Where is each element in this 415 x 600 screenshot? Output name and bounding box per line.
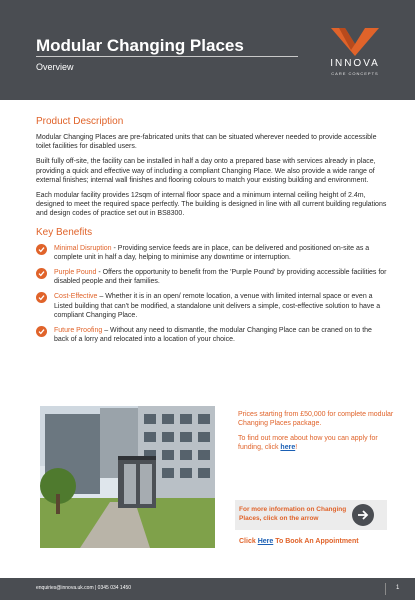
check-icon — [36, 268, 47, 279]
appointment-link[interactable]: Here — [257, 538, 274, 545]
key-benefits-heading: Key Benefits — [36, 226, 93, 238]
logo-tagline: CARE CONCEPTS — [331, 71, 379, 76]
price-text: Prices starting from £50,000 for complete modular Changing Places package. — [238, 411, 394, 427]
product-paragraph: Each modular facility provides 12sqm of internal floor space and a minimum internal ceiling height of 2.4m, designed to meet the required space perfectly. The building is designed in line with all current building regulations and design codes of practice set out in BS8300. — [36, 192, 387, 218]
product-description-heading: Product Description — [36, 116, 124, 127]
main-content — [36, 116, 388, 350]
footer-divider — [385, 583, 386, 595]
benefit-term: Cost-Effective — [54, 293, 98, 301]
check-icon — [36, 244, 47, 255]
page-number: 1 — [396, 585, 400, 591]
benefit-text: - Offers the opportunity to benefit from the 'Purple Pound' by providing accessible facilities for disabled people and their families. — [54, 269, 387, 286]
funding-text — [238, 434, 398, 452]
funding-text-end: ! — [295, 444, 298, 451]
logo-brand: INNOVA — [330, 58, 380, 69]
benefit-item — [36, 326, 388, 344]
benefit-item — [36, 292, 388, 320]
funding-text-body: To find out more about how you can apply for funding, click — [238, 435, 378, 451]
page-footer — [0, 578, 415, 600]
pricing-info — [238, 410, 398, 452]
more-info-callout — [235, 500, 387, 530]
page-title: Modular Changing Places — [36, 36, 244, 55]
benefit-term: Purple Pound — [54, 269, 97, 277]
check-icon — [36, 292, 47, 303]
modular-unit-photo — [40, 406, 215, 548]
innova-logo-mark-icon — [331, 26, 379, 56]
more-info-arrow-button[interactable] — [352, 504, 374, 526]
benefit-text: - Providing service feeds are in place, can be delivered and positioned on-site as a complete unit in half a day, helping to minimise any downtime or interruption. — [54, 244, 370, 261]
title-divider — [36, 56, 298, 57]
appointment-prefix: Click — [239, 538, 258, 545]
benefits-list — [36, 244, 388, 345]
funding-link[interactable]: here — [280, 444, 296, 451]
benefit-item — [36, 244, 388, 262]
footer-contact: enquiries@innova.uk.com | 0345 034 1450 — [36, 585, 132, 591]
benefit-text: – Whether it is in an open/ remote location, a venue with limited internal space or even a Listed building that can't be modified, a standalone unit delivers a simple, cost-effective solution to have a compliant Changing Place. — [54, 293, 381, 319]
benefit-item — [36, 268, 388, 286]
arrow-right-icon — [352, 504, 374, 526]
benefit-term: Minimal Disruption — [54, 244, 112, 252]
appointment-line — [239, 538, 359, 545]
benefit-term: Future Proofing — [54, 327, 103, 335]
check-icon — [36, 326, 47, 337]
benefit-text: – Without any need to dismantle, the modular Changing Place can be craned on to the back of a lorry and relocated into a location of your choice. — [54, 327, 372, 344]
appointment-suffix: To Book An Appointment — [273, 538, 359, 545]
innova-logo — [322, 26, 388, 78]
callout-text: For more information on Changing Places, click on the arrow — [239, 506, 347, 522]
page-header — [0, 0, 415, 100]
product-paragraph: Built fully off-site, the facility can be installed in half a day onto a prepared base with services already in place, providing a quick and effective way of including a compliant Changing Place. We also provide a wide range of external finishes; internal wall finishes and flooring colours to match your existing building and environment. — [36, 158, 376, 184]
page-subtitle: Overview — [36, 62, 74, 72]
product-paragraph: Modular Changing Places are pre-fabricated units that can be situated wherever needed to provide accessible toilet facilities for disabled users. — [36, 134, 377, 151]
